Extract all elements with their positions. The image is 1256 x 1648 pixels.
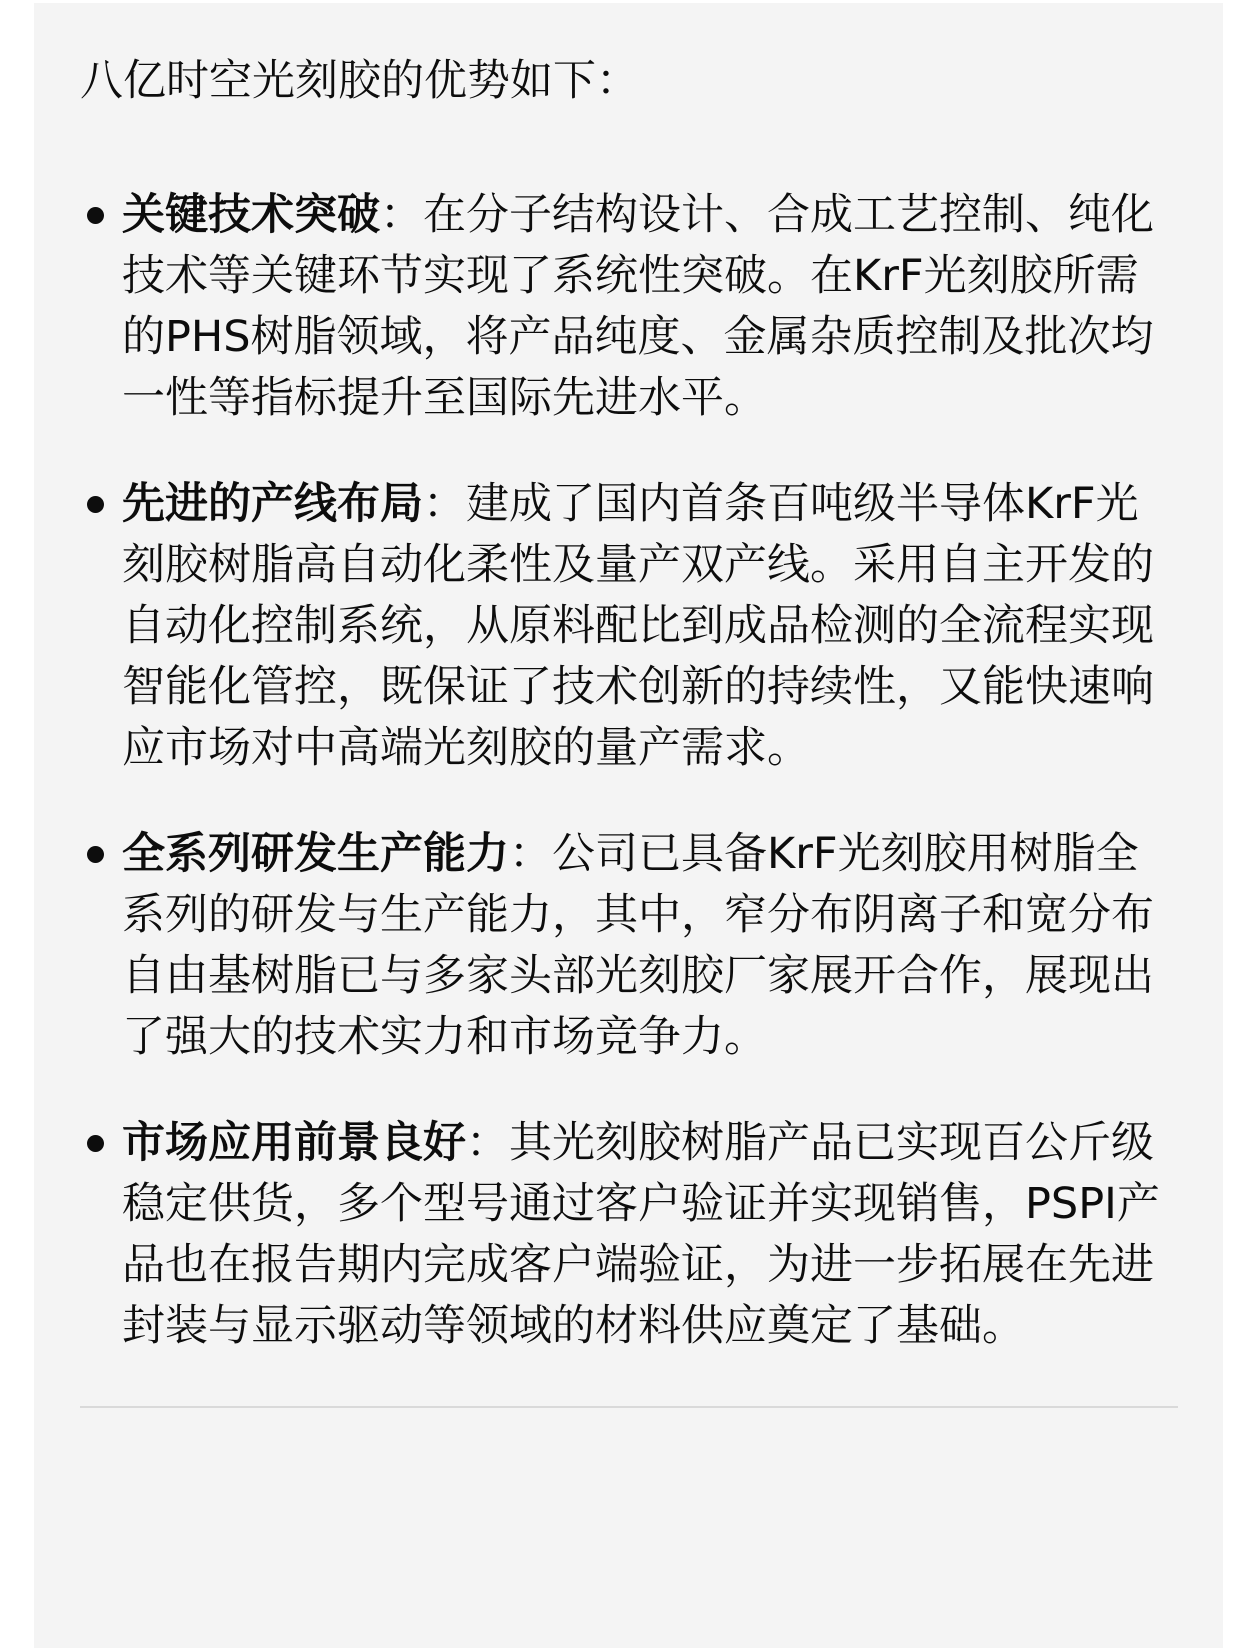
- list-item-production-line-layout: [122, 474, 1165, 779]
- bullet-separator: ：: [380, 190, 423, 240]
- bullet-dot-icon: [87, 496, 104, 513]
- bullet-heading: 关键技术突破: [122, 190, 380, 240]
- bullet-separator: ：: [466, 1118, 509, 1168]
- bullet-separator: ：: [509, 829, 552, 879]
- bullet-heading: 先进的产线布局: [122, 479, 423, 529]
- list-item-full-series-capability: [122, 824, 1165, 1068]
- bullet-text: 在分子结构设计、合成工艺控制、纯化技术等关键环节实现了系统性突破。在KrF光刻胶所需的PHS树脂领域，将产品纯度、金属杂质控制及批次均一性等指标提升至国际先进水平。: [122, 190, 1154, 423]
- bullet-dot-icon: [87, 846, 104, 863]
- content-card: [34, 3, 1223, 1648]
- bullet-heading: 市场应用前景良好: [122, 1118, 466, 1168]
- bullet-separator: ：: [423, 479, 466, 529]
- advantages-list: [80, 185, 1165, 1357]
- bullet-text: 其光刻胶树脂产品已实现百公斤级稳定供货，多个型号通过客户验证并实现销售，PSPI产品也在报告期内完成客户端验证，为进一步拓展在先进封装与显示驱动等领域的材料供应奠定了基础。: [122, 1118, 1160, 1351]
- bullet-dot-icon: [87, 207, 104, 224]
- bullet-heading: 全系列研发生产能力: [122, 829, 509, 879]
- list-item-key-tech-breakthrough: [122, 185, 1165, 429]
- page-title: 八亿时空光刻胶的优势如下：: [80, 56, 639, 106]
- bullet-text: 建成了国内首条百吨级半导体KrF光刻胶树脂高自动化柔性及量产双产线。采用自主开发的自动化控制系统，从原料配比到成品检测的全流程实现智能化管控，既保证了技术创新的持续性，又能快速响应市场对中高端光刻胶的量产需求。: [122, 479, 1154, 773]
- document-body: [34, 3, 1223, 1408]
- bullet-dot-icon: [87, 1135, 104, 1152]
- bullet-text: 公司已具备KrF光刻胶用树脂全系列的研发与生产能力，其中，窄分布阴离子和宽分布自由基树脂已与多家头部光刻胶厂家展开合作，展现出了强大的技术实力和市场竞争力。: [122, 829, 1154, 1062]
- bottom-divider: [80, 1406, 1178, 1408]
- list-item-market-prospects: [122, 1113, 1165, 1357]
